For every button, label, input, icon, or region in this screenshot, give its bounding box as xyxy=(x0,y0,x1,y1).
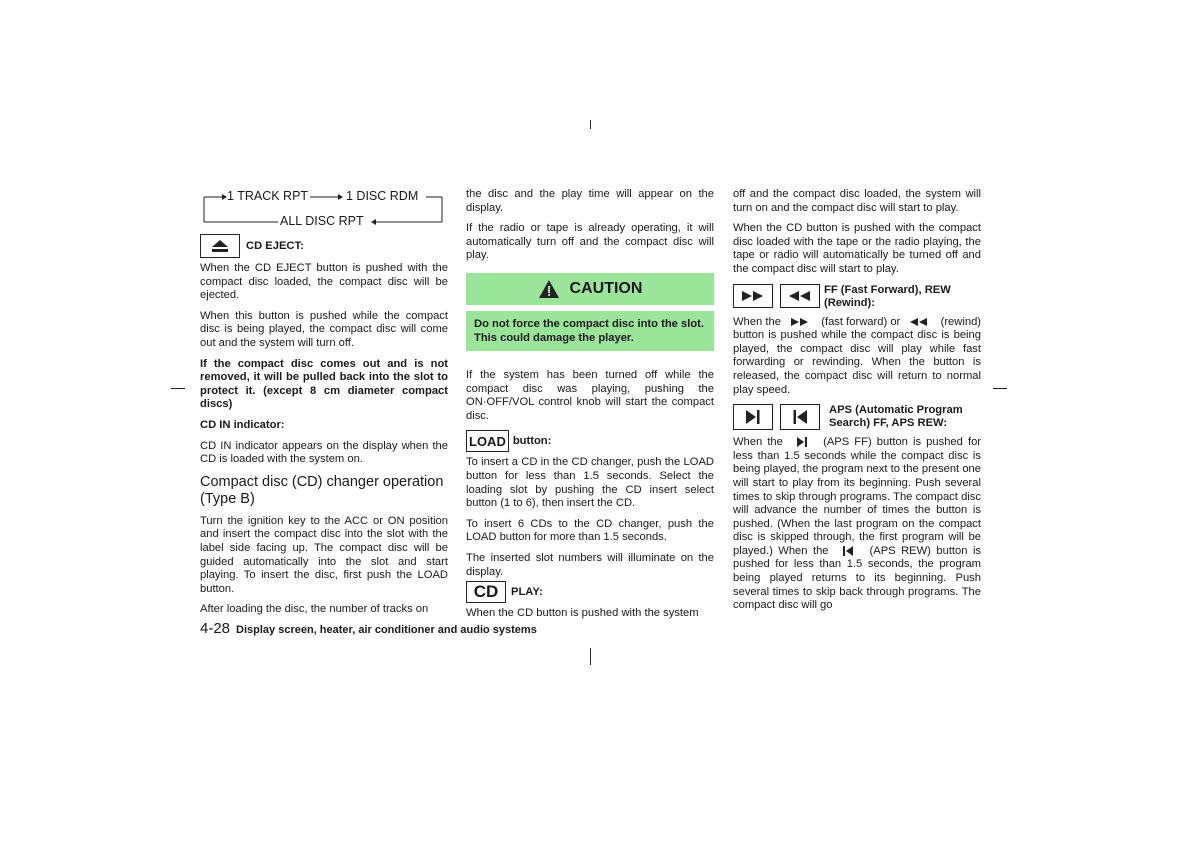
section-heading: Compact disc (CD) changer operation (Type B) xyxy=(200,473,444,507)
changer-paragraph-2: After loading the disc, the number of tracks on xyxy=(200,603,429,616)
col2-paragraph-6: The inserted slot numbers will illuminate on the display. xyxy=(466,551,714,578)
col2-paragraph-5: To insert 6 CDs to the CD changer, push the LOAD button for more than 1.5 seconds. xyxy=(466,517,714,544)
caution-icon xyxy=(538,279,560,299)
col2-paragraph-4: To insert a CD in the CD changer, push the LOAD button for less than 1.5 seconds. Select the loading slot by pushing the CD insert select button (1 to 6), then insert the CD. xyxy=(466,456,714,510)
ff-rew-button-row xyxy=(733,284,981,310)
ff-text-a: When the xyxy=(733,315,781,328)
crop-mark-right xyxy=(993,388,1007,389)
aps-button-row xyxy=(733,404,981,430)
rewind-button xyxy=(780,284,820,308)
aps-text-a: When the xyxy=(733,436,783,449)
caution-title: CAUTION xyxy=(569,280,643,298)
load-button-row xyxy=(466,430,714,452)
flow-all-disc-rpt: ALL DISC RPT xyxy=(280,214,364,228)
load-label: button: xyxy=(512,434,552,447)
caution-text: Do not force the compact disc into the slot. This could damage the player. xyxy=(466,311,714,351)
col2-paragraph-2: If the radio or tape is already operating, it will automatically turn off and the compact disc will play. xyxy=(466,222,714,262)
cd-in-label: CD IN indicator: xyxy=(200,418,285,431)
previous-track-icon xyxy=(792,409,808,425)
fast-forward-icon xyxy=(741,290,765,302)
next-track-icon xyxy=(745,409,761,425)
aps-ff-button xyxy=(733,404,773,430)
caution-header xyxy=(466,273,714,305)
col2-paragraph-1: the disc and the play time will appear on the display. xyxy=(466,188,714,214)
col3-paragraph-1: off and the compact disc loaded, the system will turn on and the compact disc will start to play. xyxy=(733,188,981,214)
col3-paragraph-2: When the CD button is pushed with the compact disc loaded with the tape or the radio playing, the tape or radio will automatically be turned off and the compact disc will start to play. xyxy=(733,222,981,275)
fast-forward-icon xyxy=(790,317,812,327)
changer-paragraph-1: Turn the ignition key to the ACC or ON position and insert the compact disc into the slot with the label side facing up. The compact disc will be guided automatically into the slot and start playing. To insert the disc, first push the LOAD button. xyxy=(200,514,448,595)
aps-text-b: (APS FF) button is pushed for less than 1.5 seconds while the compact disc is being played, the program next to the present one will start to play from its beginning. Push several times to skip through programs. The compact disc will advance the number of times the button is pushed. (When the last program on the compact disc is skipped through, the first program will be played.) When the xyxy=(733,436,982,557)
col3-paragraph-3 xyxy=(733,316,981,398)
previous-track-icon xyxy=(842,545,856,557)
ff-text-c: (rewind) button is pushed while the compact disc is being played, the compact disc will play while fast forwarding or rewinding. When the button is released, the compact disc will return to normal play speed. xyxy=(733,315,982,396)
rewind-icon xyxy=(909,317,931,327)
eject-icon xyxy=(211,239,229,253)
page-footer xyxy=(200,620,537,637)
cd-in-paragraph: CD IN indicator appears on the display when the CD is loaded with the system on. xyxy=(200,439,448,466)
eject-warning: If the compact disc comes out and is not removed, it will be pulled back into the slot to protect it. (except 8 cm diameter compact discs) xyxy=(200,357,448,411)
column-3 xyxy=(733,188,981,620)
aps-label: APS (Automatic Program Search) FF, APS REW: xyxy=(829,404,963,430)
cd-button-row xyxy=(466,581,714,603)
crop-mark-left xyxy=(171,388,185,389)
aps-rew-button xyxy=(780,404,820,430)
chapter-title: Display screen, heater, air conditioner and audio systems xyxy=(236,624,537,636)
ff-rew-label: FF (Fast Forward), REW (Rewind): xyxy=(824,283,951,309)
eject-paragraph-2: When this button is pushed while the compact disc is being played, the compact disc will come out and the system will turn off. xyxy=(200,309,448,349)
column-2 xyxy=(466,188,714,628)
crop-mark-bottom xyxy=(590,648,591,665)
fast-forward-button xyxy=(733,284,773,308)
column-1 xyxy=(200,188,448,624)
eject-button xyxy=(200,234,240,258)
eject-label: CD EJECT: xyxy=(246,239,304,252)
flow-disc-rdm: 1 DISC RDM xyxy=(346,189,419,203)
ff-text-b: (fast forward) or xyxy=(821,315,901,328)
load-button: LOAD xyxy=(466,430,509,452)
aps-text-c: (APS REW) button is pushed for less than 1.5 seconds, the program being played returns to its beginning. Push several times to skip back through programs. The compact disc will go xyxy=(733,544,982,612)
cd-button: CD xyxy=(466,581,506,603)
crop-mark-top xyxy=(590,120,591,129)
page-number: 4-28 xyxy=(200,620,231,637)
flow-track-rpt: 1 TRACK RPT xyxy=(227,189,309,203)
col2-paragraph-3: If the system has been turned off while the compact disc was playing, pushing the ON·OFF/VOL control knob will start the compact disc. xyxy=(466,368,714,422)
rewind-icon xyxy=(788,290,812,302)
eject-paragraph-1: When the CD EJECT button is pushed with the compact disc loaded, the compact disc will be ejected. xyxy=(200,262,448,302)
col3-paragraph-4 xyxy=(733,436,981,613)
play-label: PLAY: xyxy=(511,585,543,598)
col2-paragraph-7: When the CD button is pushed with the system xyxy=(466,607,699,620)
repeat-mode-flow-diagram xyxy=(200,188,448,228)
next-track-icon xyxy=(796,436,810,448)
eject-button-row xyxy=(200,234,448,258)
